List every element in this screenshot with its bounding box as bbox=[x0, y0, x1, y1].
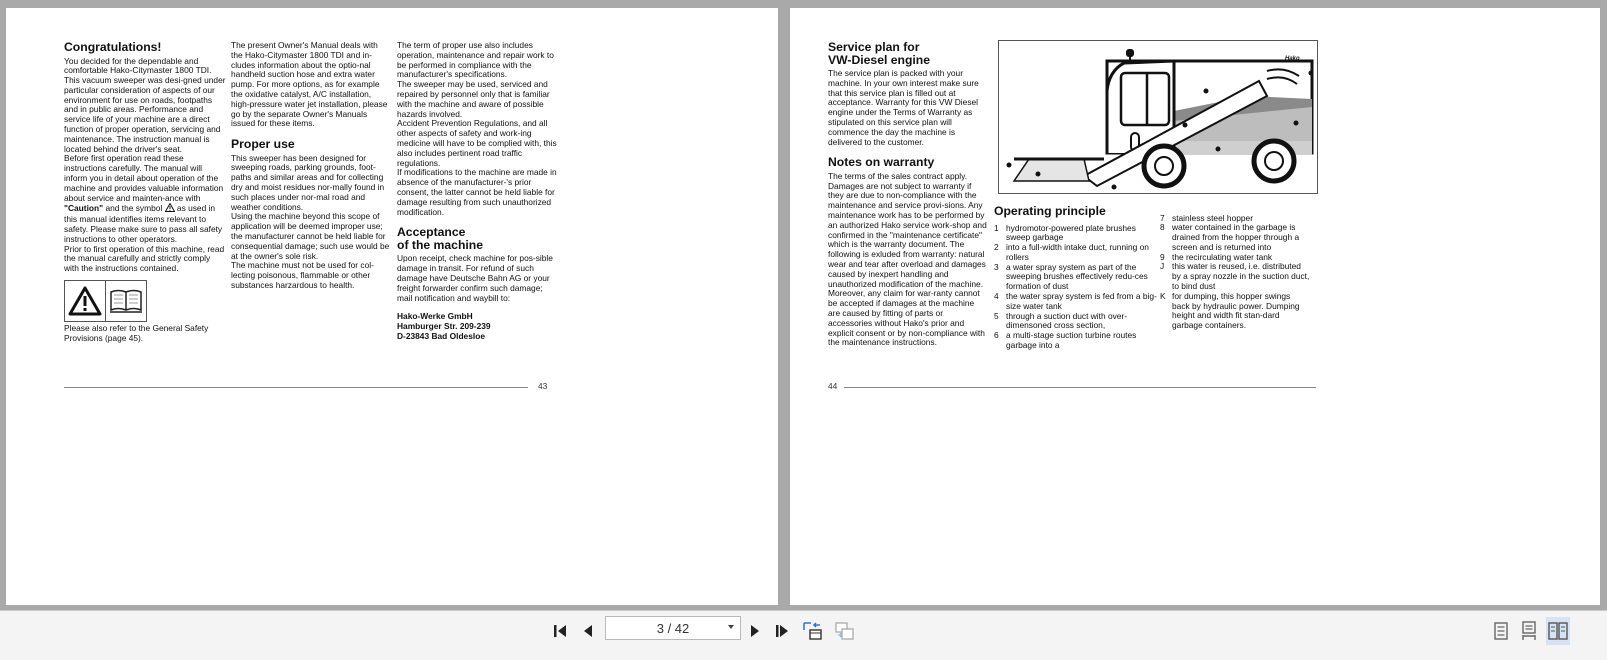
list-item bbox=[994, 292, 1160, 312]
heading-congratulations: Congratulations! bbox=[64, 40, 162, 54]
paragraph-caution bbox=[64, 154, 226, 244]
heading-acceptance bbox=[397, 226, 557, 251]
item-text: through a suction duct with over-dimensoned cross section, bbox=[1006, 310, 1128, 331]
first-page-button[interactable] bbox=[550, 621, 570, 641]
paragraph: The service plan is packed with your machine. In your own interest make sure that this service plan is filled out at acceptance. Warranty for this VW Diesel engine under the Terms of Warranty as stipulated on this service plan will commence the day the machine is delivered to the customer. bbox=[828, 68, 979, 147]
operating-list-left bbox=[994, 224, 1160, 351]
continuous-view-button[interactable] bbox=[1518, 621, 1540, 641]
address-line: D-23843 Bad Oldesloe bbox=[397, 330, 485, 341]
caution-label: "Caution" bbox=[64, 203, 104, 214]
footer-rule bbox=[64, 387, 528, 388]
document-page-44 bbox=[790, 8, 1600, 605]
last-page-icon bbox=[774, 623, 790, 639]
paragraph: Upon receipt, check machine for pos-sible damage in transit. For refund of such damage have Deutsche Bahn AG or your freight forwarder confirm such damage; mail notification and waybill to: bbox=[397, 253, 553, 303]
text: and the symbol bbox=[103, 203, 165, 214]
page-number: 44 bbox=[828, 381, 838, 391]
paragraph: The term of proper use also includes operation, maintenance and repair work to be performed in compliance with the manufacturer's specifications. bbox=[397, 40, 554, 80]
column-proper-use bbox=[231, 41, 391, 291]
viewer-toolbar bbox=[0, 610, 1607, 660]
operating-principle bbox=[994, 205, 1324, 351]
item-text: water contained in the garbage is drained from the hopper through a screen and is returned into bbox=[1172, 222, 1300, 252]
page-indicator: 3 / 42 bbox=[656, 620, 690, 636]
open-book-icon bbox=[106, 280, 147, 322]
page-number-select[interactable] bbox=[605, 616, 741, 640]
previous-page-icon bbox=[582, 623, 594, 639]
safety-note: Please also refer to the General Safety Provisions (page 45). bbox=[64, 323, 209, 343]
item-number: K bbox=[1160, 290, 1166, 301]
first-page-icon bbox=[552, 623, 568, 639]
item-text: hydromotor-powered plate brushes sweep garbage bbox=[1006, 222, 1136, 243]
item-number: 6 bbox=[994, 330, 999, 341]
item-text: a multi-stage suction turbine routes garbage into a bbox=[1006, 330, 1137, 351]
footer-rule bbox=[844, 387, 1316, 388]
heading-line: Acceptance bbox=[397, 225, 466, 240]
list-item bbox=[994, 331, 1160, 351]
item-number: 2 bbox=[994, 242, 999, 253]
compare-pages-icon bbox=[834, 621, 856, 641]
paragraph: You decided for the dependable and comfortable Hako-Citymaster 1800 TDI. This vacuum sweeper was desi-gned under particular consideration of aspects of our environment for use on roads, footpaths and in public areas. Performance and service life of your machine are a direct function of proper operation, servicing and maintenance. The instruction manual is located behind the driver's seat. bbox=[64, 55, 226, 154]
safety-icons bbox=[64, 280, 226, 322]
heading-service-plan bbox=[828, 41, 988, 66]
item-text: the water spray system is fed from a big-size water tank bbox=[1006, 291, 1157, 311]
item-number: 4 bbox=[994, 291, 999, 302]
previous-page-button[interactable] bbox=[578, 621, 598, 641]
heading-proper-use: Proper use bbox=[231, 137, 295, 152]
swap-pages-icon bbox=[802, 621, 824, 641]
warning-triangle-icon bbox=[64, 280, 106, 322]
paragraph: If modifications to the machine are made in absence of the manufacturer-'s prior consent, the latter cannot be held liable for damage resulting from such unauthorized modification. bbox=[397, 167, 557, 217]
item-number: 3 bbox=[994, 261, 999, 272]
document-page-43 bbox=[6, 8, 778, 605]
single-page-icon bbox=[1493, 622, 1509, 640]
chevron-down-icon bbox=[728, 625, 734, 629]
address-line: Hamburger Str. 209-239 bbox=[397, 321, 491, 332]
item-text: a water spray system as part of the sweeping brushes effectively redu-ces formation of dust bbox=[1006, 261, 1148, 292]
list-item bbox=[994, 263, 1160, 292]
sweeper-diagram bbox=[998, 40, 1318, 194]
single-page-view-button[interactable] bbox=[1490, 621, 1512, 641]
item-text: this water is reused, i.e. distributed by a spray nozzle in the suction duct, to bind dust bbox=[1172, 261, 1310, 292]
item-text: the recirculating water tank bbox=[1172, 251, 1273, 262]
two-page-icon bbox=[1548, 622, 1568, 640]
paragraph: Prior to first operation of this machine, read the manual carefully and strictly comply with the instructions contained. bbox=[64, 243, 225, 274]
heading-operating-principle: Operating principle bbox=[994, 204, 1106, 218]
page-number: 43 bbox=[538, 381, 548, 391]
list-item bbox=[994, 243, 1160, 263]
last-page-button[interactable] bbox=[772, 621, 792, 641]
item-number: 5 bbox=[994, 310, 999, 321]
two-page-view-button[interactable] bbox=[1546, 617, 1570, 645]
list-item bbox=[994, 224, 1160, 244]
compare-view-button[interactable] bbox=[833, 621, 857, 641]
item-text: stainless steel hopper bbox=[1172, 212, 1254, 223]
next-page-icon bbox=[749, 623, 761, 639]
heading-line: VW-Diesel engine bbox=[828, 52, 931, 67]
list-item bbox=[994, 312, 1160, 332]
list-item bbox=[1160, 262, 1310, 291]
item-number: 9 bbox=[1160, 251, 1165, 262]
item-number: 8 bbox=[1160, 222, 1165, 233]
item-text: for dumping, this hopper swings back by hydraulic power. Dumping height and width fit stan-dard garbage containers. bbox=[1172, 290, 1300, 331]
text: as used in this manual identifies items relevant to safety. Please make sure to pass all safety instructions to other operators. bbox=[64, 203, 223, 244]
column-congratulations bbox=[64, 41, 226, 344]
rotate-view-button[interactable] bbox=[801, 621, 825, 641]
next-page-button[interactable] bbox=[745, 621, 765, 641]
heading-line: of the machine bbox=[397, 237, 484, 252]
column-service-warranty bbox=[828, 41, 988, 348]
paragraph: The sweeper may be used, serviced and repaired by personnel only that is familiar with the machine and aware of possible hazards involved. bbox=[397, 79, 550, 119]
brand-label: Hako bbox=[1285, 56, 1300, 62]
paragraph: This sweeper has been designed for sweeping roads, parking grounds, foot-paths and similar areas and for collecting dry and moist residues nor-mally found in such places under nor-mal road and weather conditions. bbox=[231, 152, 385, 212]
paragraph: Accident Prevention Regulations, and all other aspects of safety and work-ing medicine will have to be complied with, this also includes pertinent road traffic regulations. bbox=[397, 118, 557, 168]
item-number: 1 bbox=[994, 222, 999, 233]
list-item bbox=[1160, 223, 1310, 252]
heading-line: Service plan for bbox=[828, 40, 920, 54]
continuous-pages-icon bbox=[1521, 621, 1537, 641]
paragraph: The machine must not be used for col-lecting poisonous, flammable or other substances harzardous to health. bbox=[231, 260, 374, 291]
paragraph: The present Owner's Manual deals with the Hako-Citymaster 1800 TDI and in-cludes information about the optio-nal handheld suction hose and extra water pump. For more options, as for example the oxidative catalyst, A/C installation, high-pressure water jet installation, please go by the separate Owner's Manuals issued for these items. bbox=[231, 40, 388, 129]
item-number: 7 bbox=[1160, 212, 1165, 223]
operating-list-right bbox=[1160, 214, 1310, 351]
heading-notes-on-warranty: Notes on warranty bbox=[828, 155, 935, 170]
manufacturer-address bbox=[397, 312, 557, 341]
address-line: Hako-Werke GmbH bbox=[397, 311, 473, 322]
item-text: into a full-width intake duct, running on rollers bbox=[1006, 242, 1149, 262]
paragraph: Using the machine beyond this scope of application will be deemed improper use; the manufacturer cannot be held liable for consequential damage; such use would be at the owner's sole risk. bbox=[231, 211, 390, 261]
item-number: J bbox=[1160, 261, 1165, 272]
column-acceptance bbox=[397, 41, 557, 342]
list-item bbox=[1160, 292, 1310, 331]
text: Before first operation read these instructions carefully. The manual will inform you in detail about operation of the machine and provides valuable information about service and mainten-ance with bbox=[64, 153, 224, 203]
paragraph: The terms of the sales contract apply. Damages are not subject to warranty if they are due to non-compliance with the maintenance and service provi-sions. Any maintenance work has to be performed by an authorized Hako service work-shop and confirmed in the "maintenance certificate" which is the warranty document. The following is exluded from warranty: natural wear and tear after overload and damages caused by inexpert handling and unauthorized modification of the machine. Moreover, any claim for war-ranty cannot be accepted if damages at the machine are caused by fitting of parts or accessories without Hako's prior and explicit consent or by non-compliance with the maintenance instructions. bbox=[828, 170, 987, 348]
